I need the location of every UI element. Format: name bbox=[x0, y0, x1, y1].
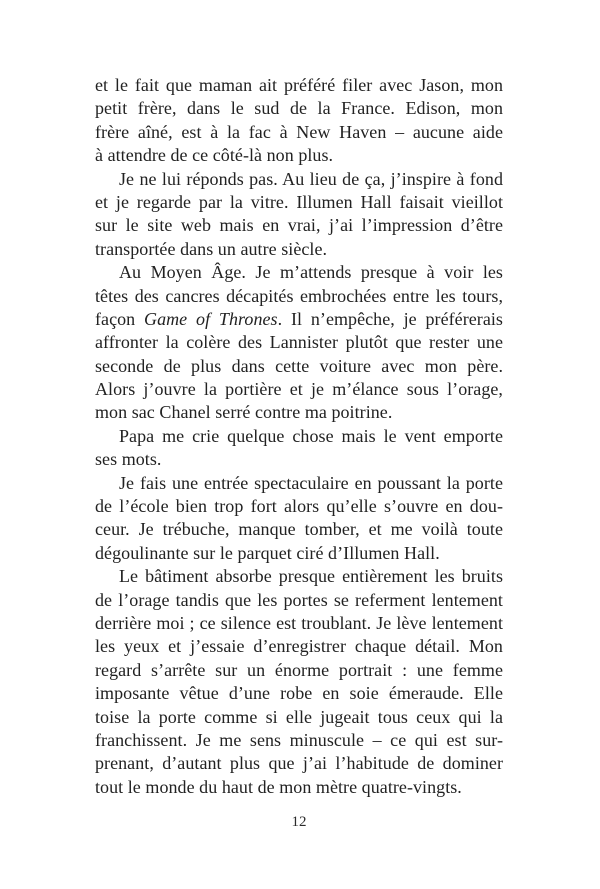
text-line: tout le monde du haut de mon mètre quatre-vingts. bbox=[95, 776, 462, 797]
text-line: regard s’arrête sur un énorme portrait : une femme bbox=[95, 659, 503, 680]
page-number: 12 bbox=[291, 814, 307, 830]
text-line: seconde de plus dans cette voiture avec mon père. bbox=[95, 355, 503, 376]
text-line: façon Game of Thrones. Il n’empêche, je préférerais bbox=[95, 308, 503, 329]
text-line: et le fait que maman ait préféré filer avec Jason, mon bbox=[95, 75, 503, 95]
text-line: sur le site web mais en vrai, j’ai l’impression d’être bbox=[95, 215, 503, 236]
text-line: derrière moi ; ce silence est troublant. Je lève lentement bbox=[95, 612, 503, 633]
text-line: têtes des cancres décapités embrochées entre les tours, bbox=[95, 285, 503, 306]
text-line: prenant, d’autant plus que j’ai l’habitude de dominer bbox=[95, 753, 503, 774]
text-line: Alors j’ouvre la portière et je m’élance sous l’orage, bbox=[95, 379, 503, 400]
text-line: de l’orage tandis que les portes se referment lentement bbox=[95, 589, 503, 610]
text-line: ceur. Je trébuche, manque tomber, et me voilà toute bbox=[95, 519, 503, 540]
text-line: dégoulinante sur le parquet ciré d’Illumen Hall. bbox=[95, 542, 440, 563]
text-line: de l’école bien trop fort alors qu’elle s’ouvre en dou- bbox=[95, 496, 503, 517]
page-text bbox=[95, 74, 503, 799]
text-line: et je regarde par la vitre. Illumen Hall faisait vieillot bbox=[95, 191, 503, 212]
text-line: affronter la colère des Lannister plutôt que rester une bbox=[95, 332, 503, 353]
text-line: toise la porte comme si elle jugeait tous ceux qui la bbox=[95, 706, 503, 727]
text-line: Je ne lui réponds pas. Au lieu de ça, j’inspire à fond bbox=[119, 168, 503, 189]
text-line: Je fais une entrée spectaculaire en poussant la porte bbox=[119, 472, 503, 493]
text-line: franchissent. Je me sens minuscule – ce qui est sur- bbox=[95, 729, 503, 750]
text-line: à attendre de ce côté-là non plus. bbox=[95, 145, 334, 166]
text-line: Au Moyen Âge. Je m’attends presque à voir les bbox=[119, 262, 503, 283]
text-line: petit frère, dans le sud de la France. Edison, mon bbox=[95, 98, 503, 119]
text-line: imposante vêtue d’une robe en soie émeraude. Elle bbox=[95, 683, 503, 704]
text-line: Papa me crie quelque chose mais le vent emporte bbox=[119, 425, 503, 446]
text-line: mon sac Chanel serré contre ma poitrine. bbox=[95, 402, 393, 423]
text-line: ses mots. bbox=[95, 449, 162, 470]
text-line: Le bâtiment absorbe presque entièrement les bruits bbox=[119, 566, 503, 587]
text-line: transportée dans un autre siècle. bbox=[95, 238, 328, 259]
text-line: frère aîné, est à la fac à New Haven – aucune aide bbox=[95, 121, 503, 142]
text-line: les yeux et j’essaie d’enregistrer chaque détail. Mon bbox=[95, 636, 503, 657]
